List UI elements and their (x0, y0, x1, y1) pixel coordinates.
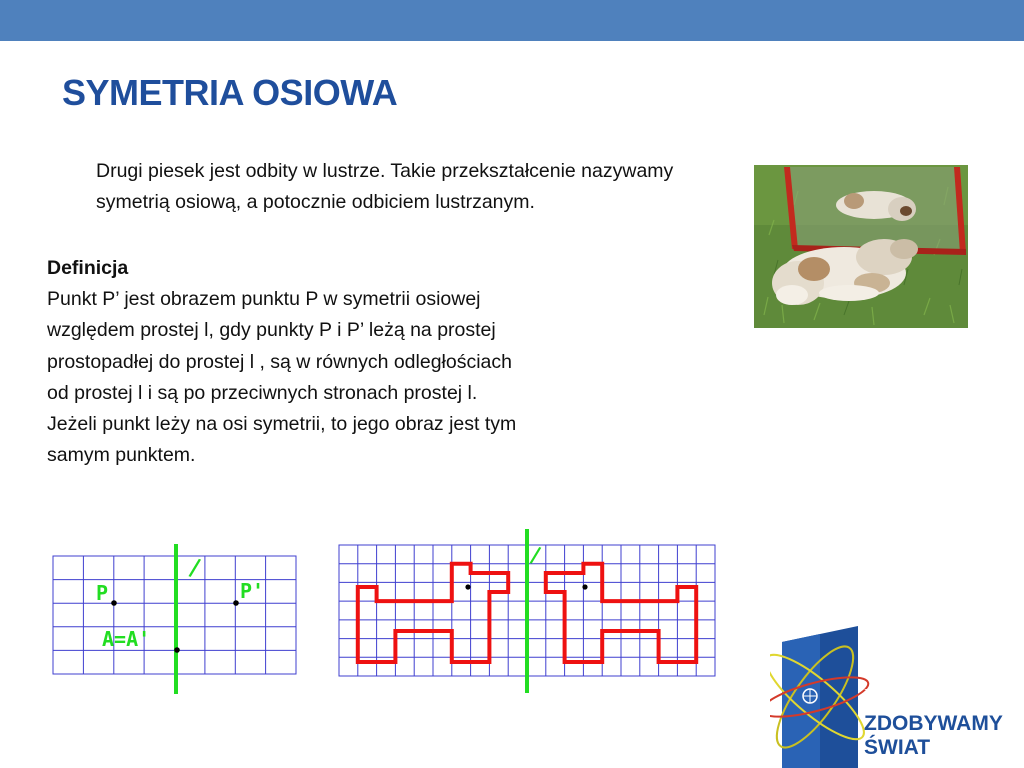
dog-eye-right (582, 584, 587, 589)
logo-line-2: I PRZEDSIĘBIORCZOŚCIĄ (864, 700, 989, 711)
definition-note: Jeżeli punkt leży na osi symetrii, to jego obraz jest tym samym punktem. (47, 413, 517, 467)
point-p-image (233, 600, 239, 606)
top-band (0, 0, 1024, 41)
point-a (174, 647, 180, 653)
logo-line-3: ZDOBYWAMY (864, 712, 1003, 735)
axis-label: l (526, 542, 543, 571)
point-p-image-label: P' (240, 579, 265, 603)
dog-eye-left (465, 584, 470, 589)
definition-block (47, 253, 537, 471)
points-symmetry-diagram (50, 540, 300, 700)
logo-line-4: ŚWIAT (864, 736, 931, 759)
logo-line-1: Z FIZYKĄ, MATEMATYKĄ (864, 688, 981, 699)
slide-title: SYMETRIA OSIOWA (62, 72, 398, 113)
dogs-symmetry-diagram (335, 525, 720, 695)
definition-body: Punkt P’ jest obrazem punktu P w symetrii osiowej względem prostej l, gdy punkty P i P’ leżą na prostej prostopadłej do prostej l , są w równych odległościach od prostej l i są po przeciwnych stronach prostej l. (47, 288, 513, 404)
intro-text: Drugi piesek jest odbity w lustrze. Takie przekształcenie nazywamy symetrią osiową, a potocznie odbiciem lustrzanym. (96, 160, 674, 213)
point-p (111, 600, 117, 606)
axis-label: l (185, 554, 203, 585)
point-a-label: A=A' (102, 627, 151, 651)
point-p-label: P (96, 581, 109, 605)
project-logo (770, 622, 1024, 768)
definition-heading: Definicja (47, 257, 129, 279)
dog-mirror-photo (754, 165, 968, 328)
